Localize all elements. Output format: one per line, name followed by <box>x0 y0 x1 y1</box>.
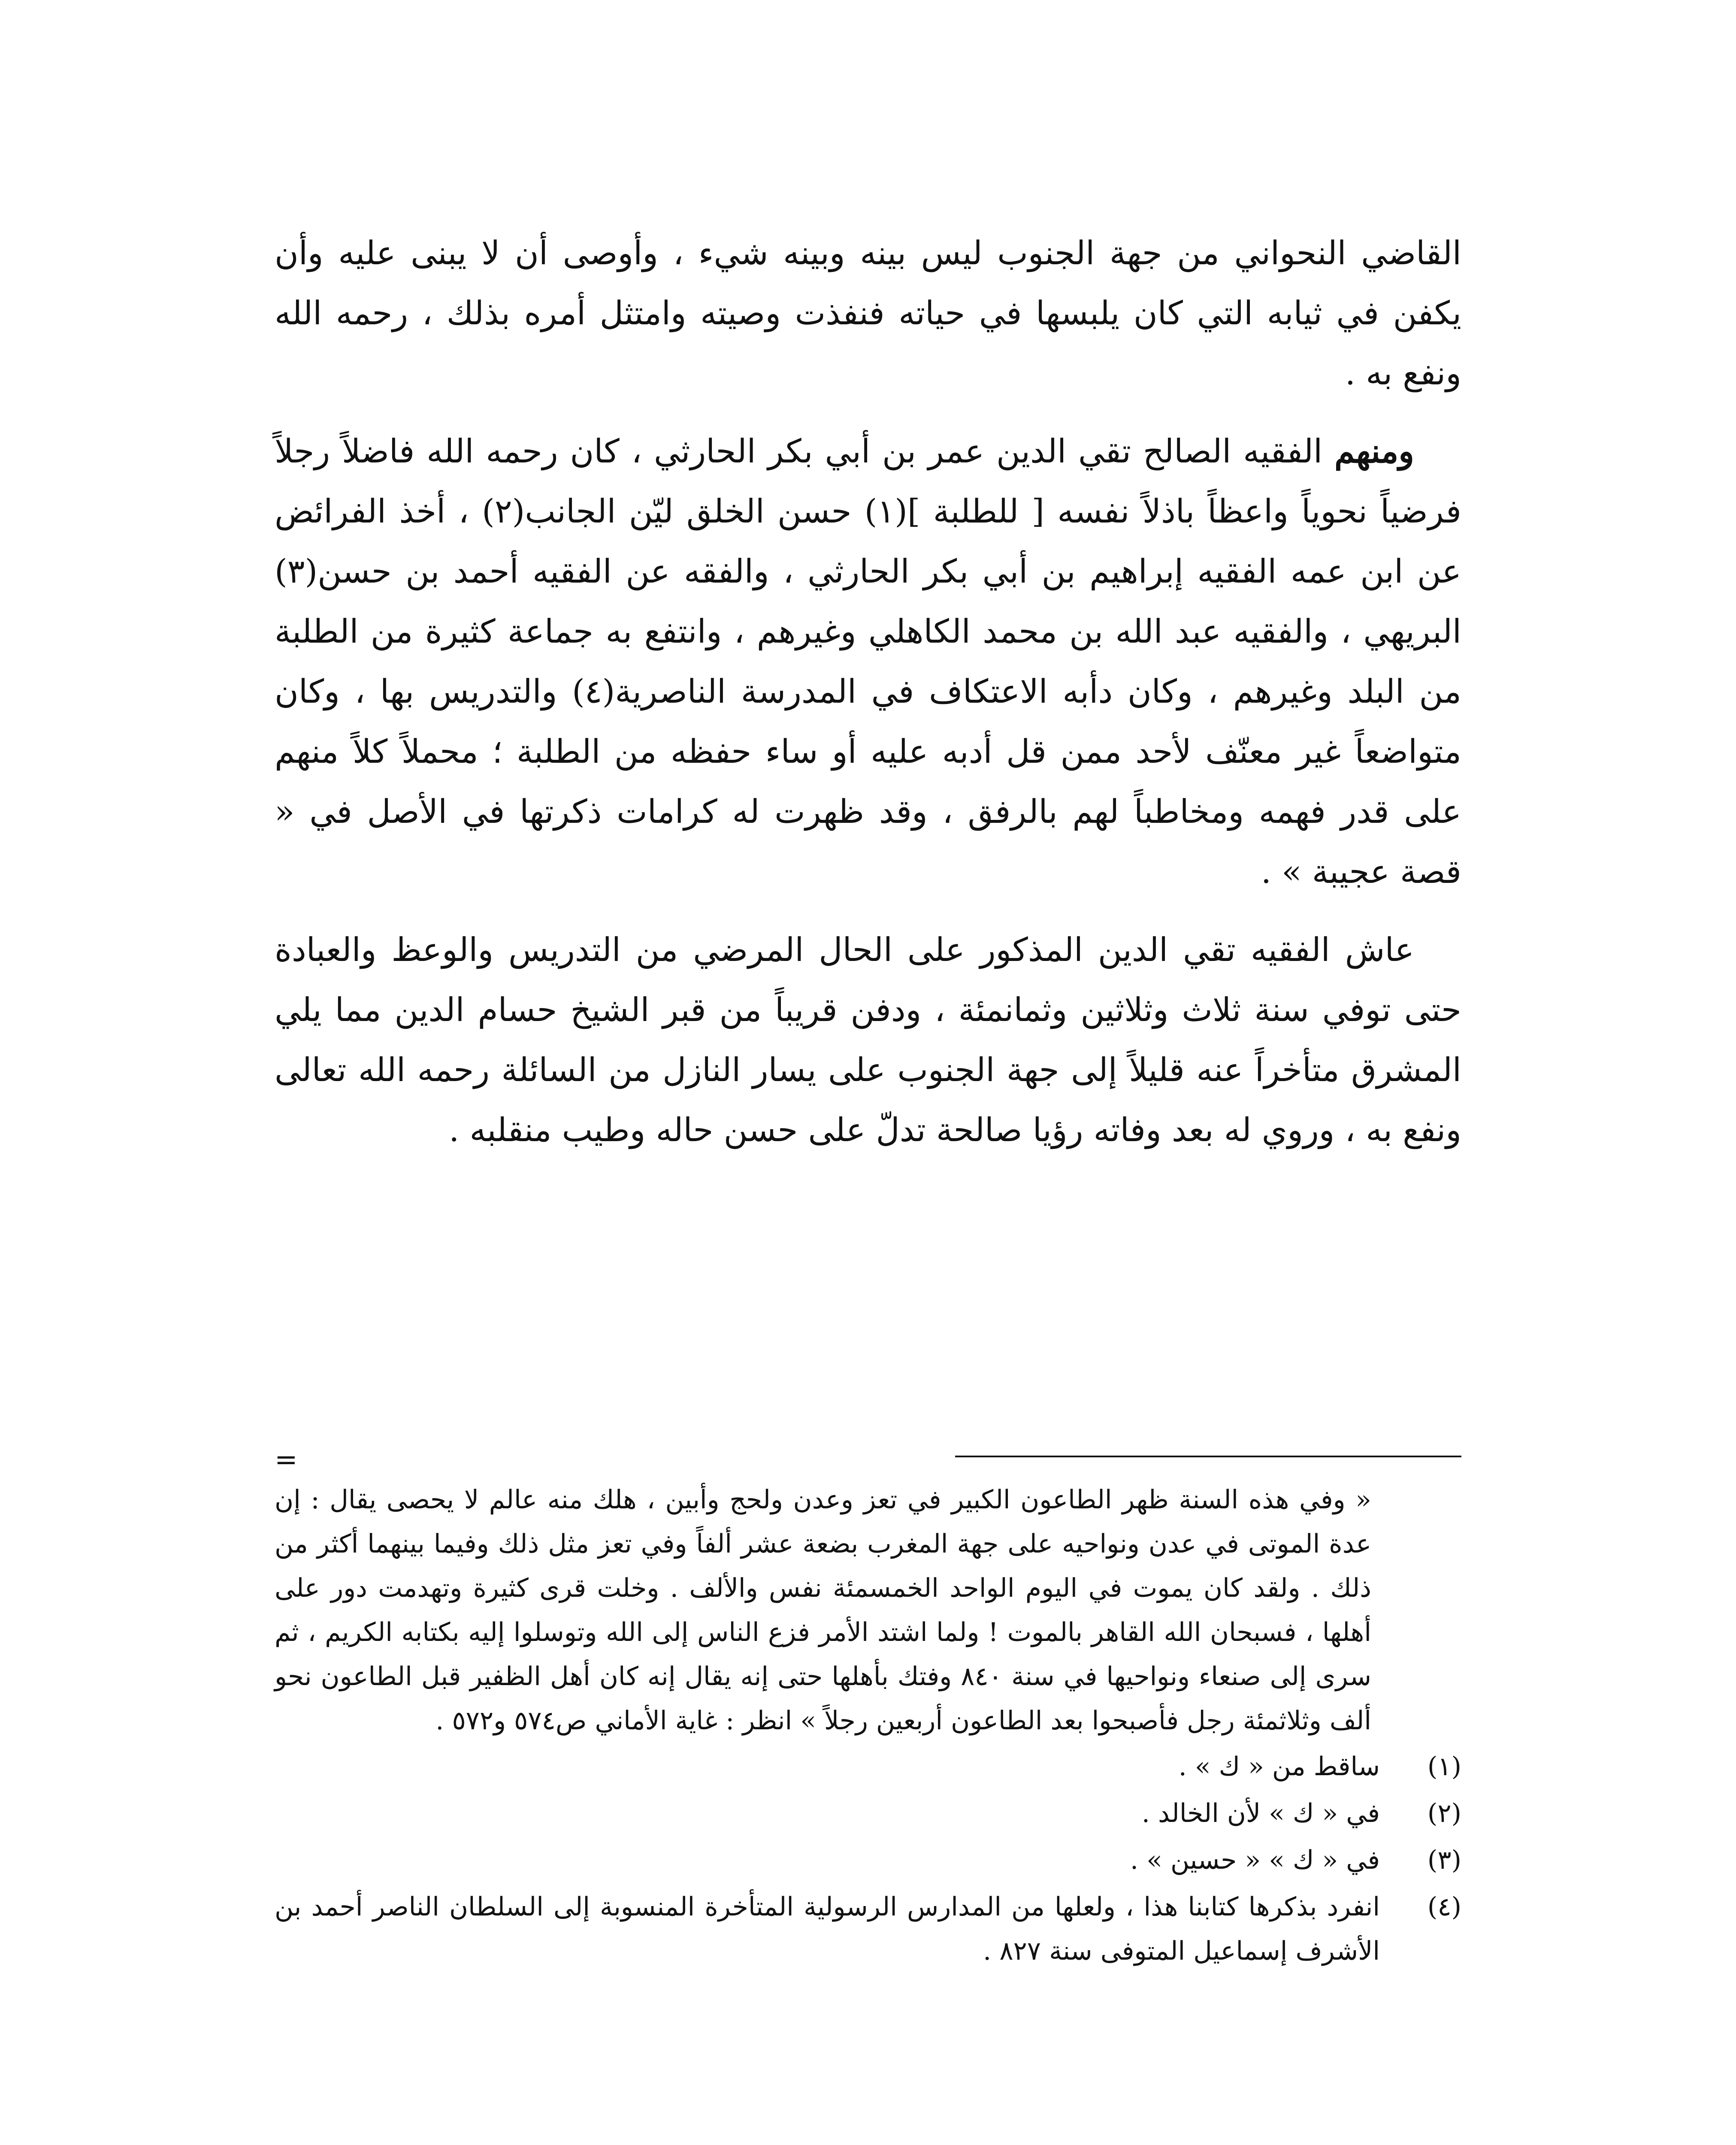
footnote-4 <box>275 1885 1461 1973</box>
footnote-1 <box>275 1745 1461 1789</box>
paragraph-text: القاضي النحواني من جهة الجنوب ليس بينه وبينه شيء ، وأوصى أن لا يبنى عليه وأن يكفن في ثيابه التي كان يلبسها في حياته فنفذت وصيته وامتثل أمره بذلك ، رحمه الله ونفع به . <box>275 234 1461 392</box>
paragraph-text: الفقيه الصالح تقي الدين عمر بن أبي بكر الحارثي ، كان رحمه الله فاضلاً رجلاً فرضياً نحوياً واعظاً باذلاً نفسه [ للطلبة ](١) حسن الخلق ليّن الجانب(٢) ، أخذ الفرائض عن ابن عمه الفقيه إبراهيم بن أبي بكر الحارثي ، والفقه عن الفقيه أحمد بن حسن(٣) البريهي ، والفقيه عبد الله بن محمد الكاهلي وغيرهم ، وانتفع به جماعة كثيرة من الطلبة من البلد وغيرهم ، وكان دأبه الاعتكاف في المدرسة الناصرية(٤) والتدريس بها ، وكان متواضعاً غير معنّف لأحد ممن قل أدبه عليه أو ساء حفظه من الطلبة ؛ محملاً كلاً منهم على قدر فهمه ومخاطباً لهم بالرفق ، وقد ظهرت له كرامات ذكرتها في الأصل في « قصة عجيبة » . <box>275 432 1462 891</box>
paragraph-2 <box>275 421 1461 902</box>
paragraph-lead: ومنهم <box>1334 432 1414 470</box>
footnote-text: في « ك » لأن الخالد . <box>1141 1798 1380 1828</box>
footnote-text: ساقط من « ك » . <box>1178 1752 1380 1782</box>
main-text <box>275 223 1461 1178</box>
footnote-continuation-mark: = <box>275 1444 298 1476</box>
footnote-separator <box>275 1444 1461 1476</box>
paragraph-text: عاش الفقيه تقي الدين المذكور على الحال المرضي من التدريس والوعظ والعبادة حتى توفي سنة ثلاث وثلاثين وثمانمئة ، ودفن قريباً من قبر الشيخ حسام الدين مما يلي المشرق متأخراً عنه قليلاً إلى جهة الجنوب على يسار النازل من السائلة رحمه الله تعالى ونفع به ، وروي له بعد وفاته رؤيا صالحة تدلّ على حسن حاله وطيب منقلبه . <box>275 931 1461 1149</box>
footnote-number: (١) <box>1427 1752 1461 1782</box>
footnote-text: انفرد بذكرها كتابنا هذا ، ولعلها من المدارس الرسولية المتأخرة المنسوبة إلى السلطان الناصر أحمد بن الأشرف إسماعيل المتوفى سنة ٨٢٧ . <box>275 1892 1380 1966</box>
footnote-3 <box>275 1838 1461 1882</box>
footnote-continued-text: « وفي هذه السنة ظهر الطاعون الكبير في تعز وعدن ولحج وأبين ، هلك منه عالم لا يحصى يقال : إن عدة الموتى في عدن ونواحيه على جهة المغرب بضعة عشر ألفاً وفي تعز مثل ذلك وفيما بينهما أكثر من ذلك . ولقد كان يموت في اليوم الواحد الخمسمئة نفس والألف . وخلت قرى كثيرة وتهدمت دور على أهلها ، فسبحان الله القاهر بالموت ! ولما اشتد الأمر فزع الناس إلى الله وتوسلوا إليه بكتابه الكريم ، ثم سرى إلى صنعاء ونواحيها في سنة ٨٤٠ وفتك بأهلها حتى إنه يقال إنه كان أهل الظفير قبل الطاعون نحو ألف وثلاثمئة رجل فأصبحوا بعد الطاعون أربعين رجلاً » انظر : غاية الأماني ص٥٧٤ و٥٧٢ . <box>275 1485 1372 1736</box>
footnote-number: (٢) <box>1427 1798 1461 1828</box>
paragraph-3 <box>275 920 1461 1160</box>
footnote-number: (٤) <box>1427 1892 1461 1922</box>
paragraph-1 <box>275 223 1461 403</box>
footnote-rule <box>955 1456 1461 1457</box>
footnote-2 <box>275 1792 1461 1836</box>
footnote-text: في « ك » « حسين » . <box>1130 1845 1380 1875</box>
footnotes <box>275 1478 1461 1976</box>
footnote-number: (٣) <box>1427 1845 1461 1875</box>
